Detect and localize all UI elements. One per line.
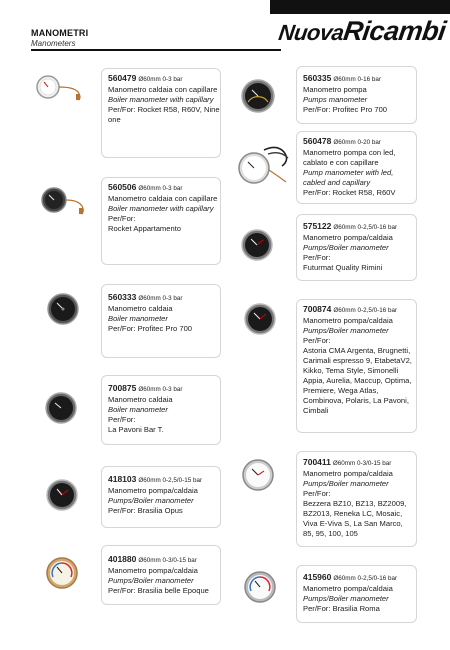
product-fits: Brasilia Opus [137,506,183,515]
product-dim: Ø60mm 0-3 bar [138,185,183,192]
product-fits: Profitec Pro 700 [137,324,193,333]
product-code: 560506 [108,182,137,192]
product-dim: Ø60mm 0-3/0-15 bar [332,460,392,467]
product-fits: Rocket R58, R60V [332,188,396,197]
product-name: Manometro caldaia [108,395,173,404]
product-name: Manometro pompa/caldaia [108,566,198,575]
product-dim: Ø60mm 0-3 bar [138,295,183,302]
product-fits: Futurmat Quality Rimini [303,263,383,272]
per-label: Per/For: [108,105,136,114]
product-name-en: Boiler manometer with capillary [108,95,214,104]
product-dim: Ø60mm 0-2,5/0-15 bar [138,477,203,484]
product-info [303,457,415,539]
gauge-image [44,390,78,426]
per-label: Per/For: [303,489,331,498]
product-code: 700411 [303,457,331,467]
product-info [303,221,416,273]
gauge-image [242,569,278,605]
gauge-image [34,74,96,104]
product-fits: Bezzera BZ10, BZ13, BZ2009, BZ2013, Reneka LC, Mosaic, Viva E-Viva S, La San Marco, 85, 95, 100, 105 [303,499,407,538]
product-code: 560335 [303,73,332,83]
product-name-en: Boiler manometer with capillary [108,204,214,213]
product-info [303,304,415,416]
product-code: 700875 [108,383,137,393]
product-fits: Brasilia Roma [332,604,380,613]
product-dim: Ø60mm 0-2,5/0-16 bar [333,575,398,582]
gauge-image [239,227,275,263]
product-dim: Ø60mm 0-2,5/0-16 bar [333,224,398,231]
product-fits: Brasilia belle Epoque [137,586,209,595]
product-name: Manometro caldaia [108,304,173,313]
product-info [303,73,416,115]
product-name-en: Pump manometer with led, cabled and capillary [303,168,394,187]
header-rule [31,49,281,51]
product-name: Manometro caldaia con capillare [108,85,218,94]
gauge-image [46,290,80,328]
product-info [108,182,220,234]
gauge-image [40,186,96,218]
product-name-en: Pumps/Boiler manometer [108,576,194,585]
product-fits: Rocket R58, R60V, Nine one [108,105,220,124]
product-name: Manometro pompa con led, cablato e con capillare [303,148,396,167]
product-name-en: Boiler manometer [108,405,168,414]
product-name: Manometro caldaia con capillare [108,194,218,203]
product-info [303,136,416,198]
per-label: Per/For: [303,604,331,613]
page-header [0,0,450,60]
logo-bar [270,0,450,14]
product-code: 415960 [303,572,332,582]
product-code: 401880 [108,554,137,564]
gauge-image [240,77,276,115]
section-subtitle: Manometers [31,39,76,48]
gauge-image [240,457,276,493]
product-name-en: Boiler manometer [108,314,168,323]
product-fits: La Pavoni Bar T. [108,425,164,434]
gauge-image [232,140,296,190]
product-name-en: Pumps/Boiler manometer [108,496,194,505]
per-label: Per/For: [303,105,331,114]
product-fits: Profitec Pro 700 [332,105,388,114]
product-code: 560478 [303,136,332,146]
product-dim: Ø60mm 0-2,5/0-16 bar [333,307,398,314]
product-dim: Ø60mm 0-3 bar [138,386,183,393]
brand-logo: NuovaRicambi [277,16,448,46]
per-label: Per/For: [303,336,331,345]
product-dim: Ø60mm 0-3 bar [138,76,183,83]
per-label: Per/For: [108,415,136,424]
product-name: Manometro pompa/caldaia [303,233,393,242]
per-label: Per/For: [303,253,331,262]
product-name-en: Pumps/Boiler manometer [303,479,389,488]
product-name: Manometro pompa/caldaia [303,584,393,593]
per-label: Per/For: [108,586,136,595]
product-dim: Ø60mm 0-3/0-15 bar [138,557,197,564]
product-name-en: Pumps/Boiler manometer [303,243,389,252]
product-info [108,554,220,596]
gauge-image [242,301,278,337]
product-dim: Ø60mm 0-20 bar [333,139,381,146]
product-code: 575122 [303,221,332,231]
per-label: Per/For: [108,506,136,515]
section-title: MANOMETRI [31,28,89,38]
product-info [303,572,416,614]
product-name: Manometro pompa [303,85,367,94]
product-info [108,73,220,125]
product-info [108,292,220,334]
gauge-image [45,477,79,513]
product-info [108,474,220,516]
per-label: Per/For: [108,324,136,333]
product-name-en: Pumps/Boiler manometer [303,326,389,335]
product-name: Manometro pompa/caldaia [303,316,393,325]
per-label: Per/For: [108,214,136,223]
product-name-en: Pumps/Boiler manometer [303,594,389,603]
product-fits: Rocket Appartamento [108,224,182,233]
product-name: Manometro pompa/caldaia [303,469,393,478]
product-fits: Astoria CMA Argenta, Brugnetti, Carimali espresso 9, EtabetaV2, Kikko, Tema Style, Simonelli Appia, Aurelia, Maccup, Optima, Premiere, Wega Atlas, Combinova, Polaris, La Pavoni, Cimbali [303,346,412,415]
product-code: 418103 [108,474,137,484]
product-code: 700874 [303,304,332,314]
product-name-en: Pumps manometer [303,95,368,104]
product-name: Manometro pompa/caldaia [108,486,198,495]
per-label: Per/For: [303,188,331,197]
product-code: 560479 [108,73,137,83]
product-info [108,383,220,435]
product-code: 560333 [108,292,137,302]
product-dim: Ø60mm 0-16 bar [333,76,381,83]
gauge-image [44,555,80,591]
